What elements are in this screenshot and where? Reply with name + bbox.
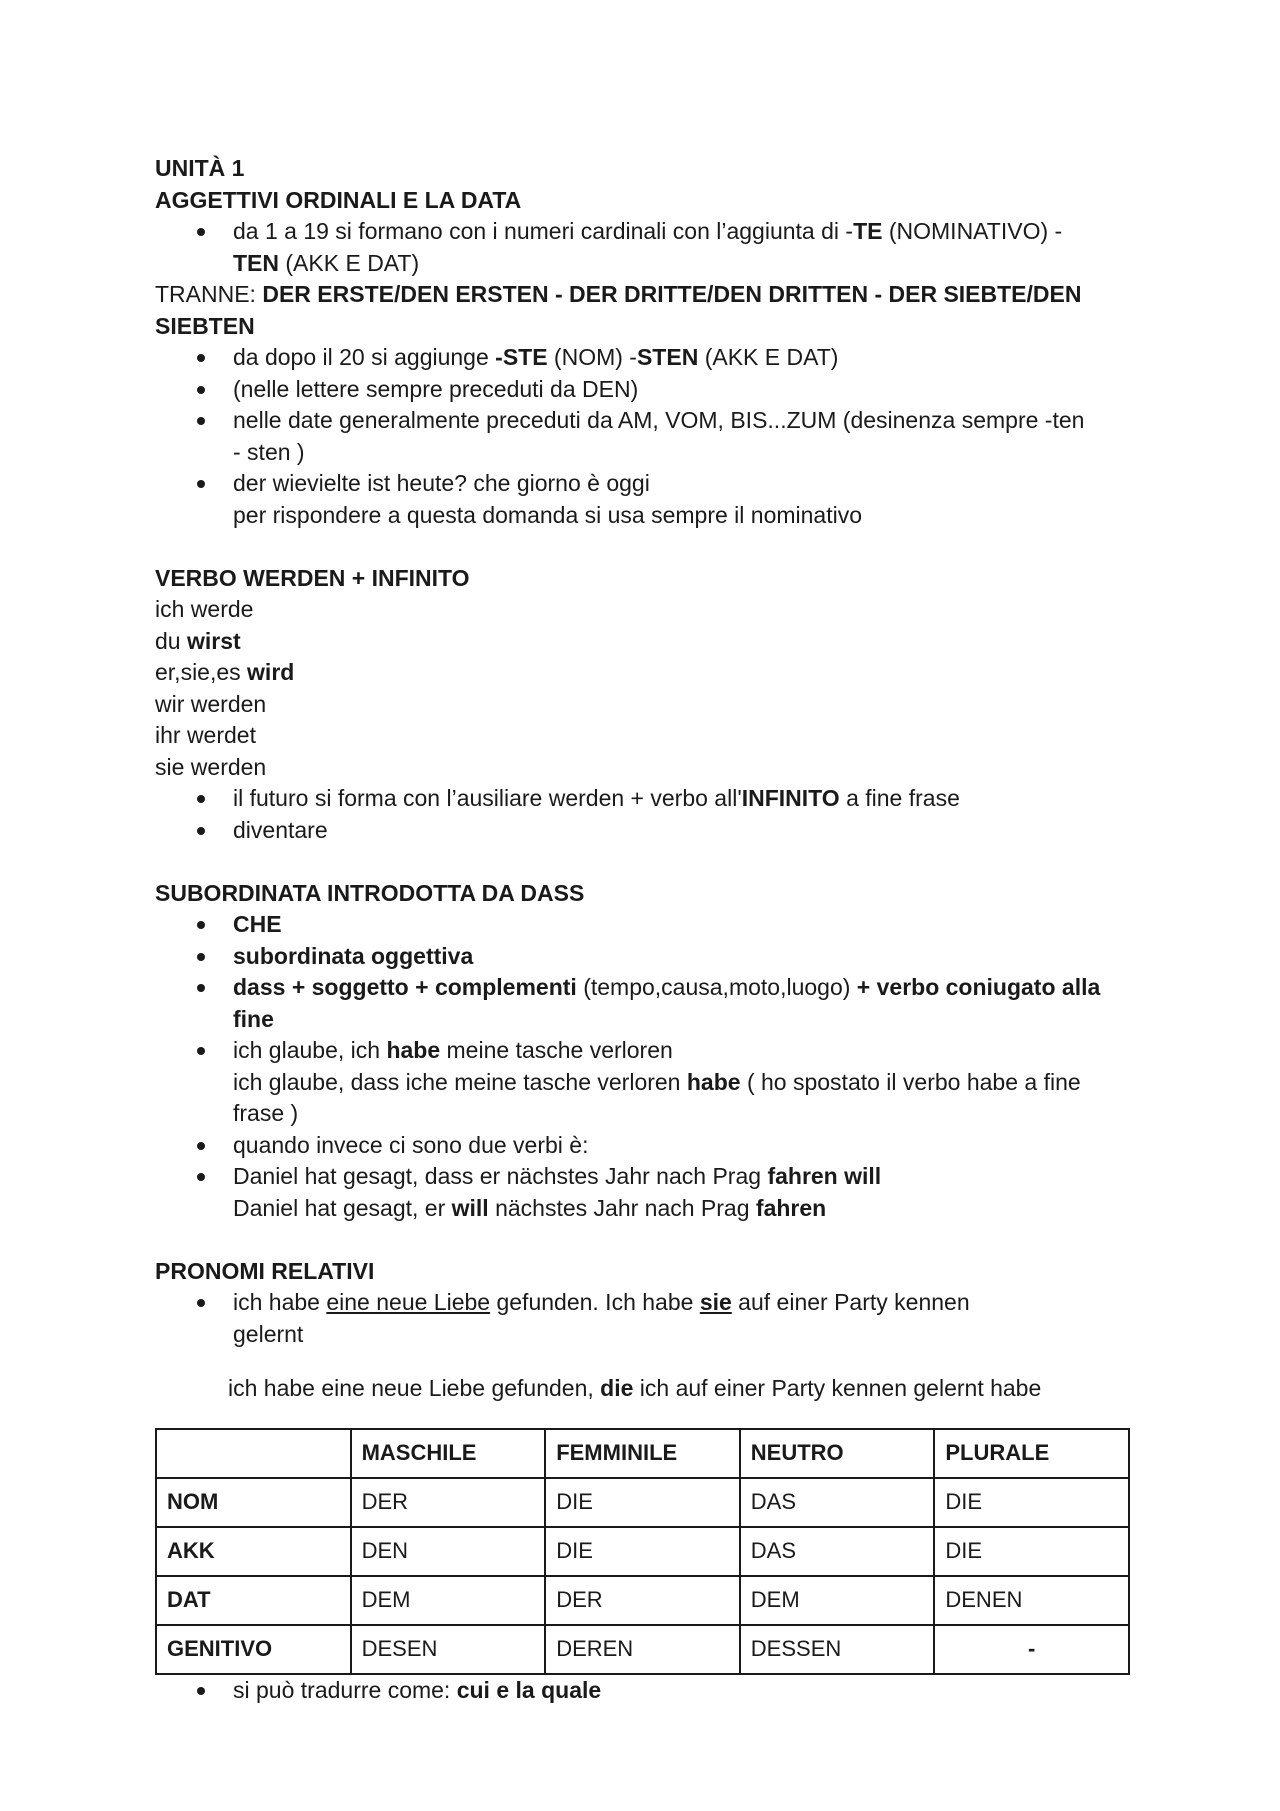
table-cell: - bbox=[934, 1625, 1129, 1674]
tranne-line: TRANNE: DER ERSTE/DEN ERSTEN - DER DRITTE/DEN DRITTEN - DER SIEBTE/DEN bbox=[155, 281, 1082, 307]
list-item: (nelle lettere sempre preceduti da DEN) bbox=[233, 374, 1140, 406]
table-cell: DEREN bbox=[545, 1625, 740, 1674]
list-item: der wievielte ist heute? che giorno è oggi per rispondere a questa domanda si usa sempre il nominativo bbox=[233, 468, 1140, 531]
table-row bbox=[156, 1527, 1129, 1576]
relativi-list-2 bbox=[155, 1675, 1140, 1707]
list-item: si può tradurre come: cui e la quale bbox=[233, 1675, 1140, 1707]
relative-example: ich habe eine neue Liebe gefunden, die ich auf einer Party kennen gelernt habe bbox=[228, 1375, 1042, 1401]
table-cell: DER bbox=[545, 1576, 740, 1625]
list-item: nelle date generalmente preceduti da AM, VOM, BIS...ZUM (desinenza sempre -ten - sten ) bbox=[233, 405, 1140, 468]
table-cell: DESEN bbox=[351, 1625, 546, 1674]
ordinali-list bbox=[155, 216, 1140, 279]
table-row bbox=[156, 1576, 1129, 1625]
table-cell: DAS bbox=[740, 1527, 935, 1576]
werden-list bbox=[155, 783, 1140, 846]
list-item: CHE bbox=[233, 909, 1140, 941]
dass-list bbox=[155, 909, 1140, 1224]
relative-pronouns-table-wrap bbox=[155, 1428, 1140, 1675]
table-header-row bbox=[156, 1429, 1129, 1478]
section-title-dass: SUBORDINATA INTRODOTTA DA DASS bbox=[155, 879, 585, 906]
table-cell: DEM bbox=[351, 1576, 546, 1625]
list-item: quando invece ci sono due verbi è: bbox=[233, 1130, 1140, 1162]
table-cell: DENEN bbox=[934, 1576, 1129, 1625]
table-row bbox=[156, 1625, 1129, 1674]
table-cell: DEM bbox=[740, 1576, 935, 1625]
list-item: dass + soggetto + complementi (tempo,causa,moto,luogo) + verbo coniugato alla fine bbox=[233, 972, 1140, 1035]
list-item: ich glaube, ich habe meine tasche verloren ich glaube, dass iche meine tasche verloren habe ( ho spostato il verbo habe a fine frase ) bbox=[233, 1035, 1140, 1130]
conjugation-line: wir werden bbox=[155, 690, 267, 717]
spacer bbox=[155, 531, 1140, 563]
conjugation-line: du wirst bbox=[155, 627, 241, 654]
table-cell: GENITIVO bbox=[156, 1625, 351, 1674]
section-title-ordinali: AGGETTIVI ORDINALI E LA DATA bbox=[155, 186, 522, 213]
table-cell: DAT bbox=[156, 1576, 351, 1625]
conjugation-line: er,sie,es wird bbox=[155, 659, 295, 685]
table-header-cell: PLURALE bbox=[934, 1429, 1129, 1478]
conjugation-line: ich werde bbox=[155, 596, 254, 622]
spacer bbox=[155, 846, 1140, 878]
table-cell: DIE bbox=[545, 1527, 740, 1576]
table-header-cell: MASCHILE bbox=[351, 1429, 546, 1478]
list-item: il futuro si forma con l’ausiliare werden + verbo all'INFINITO a fine frase bbox=[233, 783, 1140, 815]
table-cell: NOM bbox=[156, 1478, 351, 1527]
list-item: da dopo il 20 si aggiunge -STE (NOM) -STEN (AKK E DAT) bbox=[233, 342, 1140, 374]
table-cell: DIE bbox=[934, 1527, 1129, 1576]
spacer bbox=[155, 1224, 1140, 1256]
ordinali-list-2 bbox=[155, 342, 1140, 531]
table-cell: DIE bbox=[545, 1478, 740, 1527]
table-cell: DIE bbox=[934, 1478, 1129, 1527]
table-row bbox=[156, 1478, 1129, 1527]
unit-title: UNITÀ 1 bbox=[155, 155, 245, 181]
relativi-list bbox=[155, 1287, 1140, 1350]
table-header-cell: FEMMINILE bbox=[545, 1429, 740, 1478]
table-cell: DESSEN bbox=[740, 1625, 935, 1674]
table-cell: AKK bbox=[156, 1527, 351, 1576]
list-item: diventare bbox=[233, 815, 1140, 847]
tranne-line-2: SIEBTEN bbox=[155, 312, 255, 339]
relative-pronouns-table bbox=[155, 1428, 1130, 1675]
list-item: ich habe eine neue Liebe gefunden. Ich habe sie auf einer Party kennen gelernt bbox=[233, 1287, 1140, 1350]
table-cell: DEN bbox=[351, 1527, 546, 1576]
table-header-cell: NEUTRO bbox=[740, 1429, 935, 1478]
table-cell: DAS bbox=[740, 1478, 935, 1527]
conjugation-line: sie werden bbox=[155, 753, 267, 780]
conjugation-line: ihr werdet bbox=[155, 722, 256, 748]
list-item: da 1 a 19 si formano con i numeri cardinali con l’aggiunta di -TE (NOMINATIVO) - TEN (AKK E DAT) bbox=[233, 216, 1140, 279]
table-cell: DER bbox=[351, 1478, 546, 1527]
list-item: subordinata oggettiva bbox=[233, 941, 1140, 973]
section-title-werden: VERBO WERDEN + INFINITO bbox=[155, 564, 470, 591]
section-title-relativi: PRONOMI RELATIVI bbox=[155, 1257, 375, 1284]
table-header-cell bbox=[156, 1429, 351, 1478]
list-item: Daniel hat gesagt, dass er nächstes Jahr nach Prag fahren will Daniel hat gesagt, er will nächstes Jahr nach Prag fahren bbox=[233, 1161, 1140, 1224]
